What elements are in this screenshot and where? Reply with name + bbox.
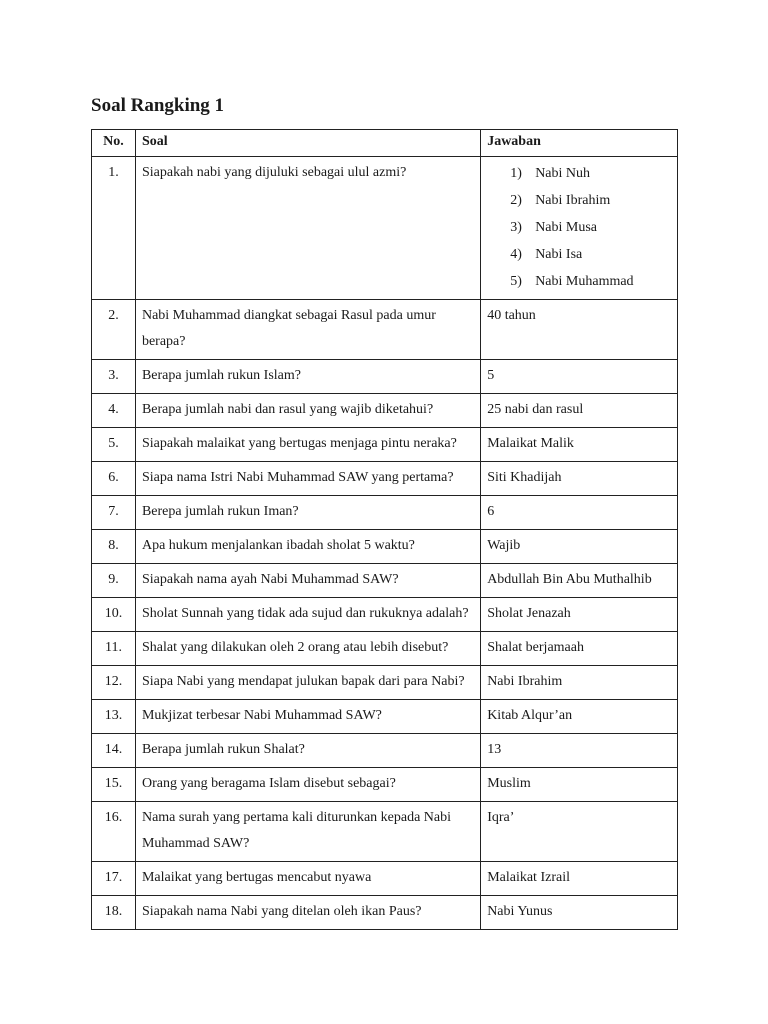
question-text: Nabi Muhammad diangkat sebagai Rasul pada umur berapa? [135, 300, 480, 360]
table-row [92, 598, 678, 632]
answer-text: Malaikat Malik [481, 428, 678, 462]
row-number: 3. [92, 360, 136, 394]
answer-list-number: 1) [510, 166, 522, 181]
header-soal: Soal [135, 130, 480, 157]
question-text: Shalat yang dilakukan oleh 2 orang atau lebih disebut? [135, 632, 480, 666]
table-row [92, 802, 678, 862]
table-row [92, 700, 678, 734]
row-number: 2. [92, 300, 136, 360]
table-row [92, 632, 678, 666]
row-number: 18. [92, 896, 136, 930]
answer-text: Kitab Alqur’an [481, 700, 678, 734]
table-body [92, 157, 678, 930]
answer-list [487, 160, 671, 295]
row-number: 8. [92, 530, 136, 564]
table-row [92, 768, 678, 802]
answer-text: 40 tahun [481, 300, 678, 360]
answer-text: Shalat berjamaah [481, 632, 678, 666]
question-text: Siapakah malaikat yang bertugas menjaga pintu neraka? [135, 428, 480, 462]
answer-text: Malaikat Izrail [481, 862, 678, 896]
table-row [92, 360, 678, 394]
table-row [92, 564, 678, 598]
answer-list-text: Nabi Ibrahim [535, 193, 611, 208]
answer-list-number: 2) [510, 193, 522, 208]
row-number: 12. [92, 666, 136, 700]
question-text: Siapakah nama ayah Nabi Muhammad SAW? [135, 564, 480, 598]
question-text: Sholat Sunnah yang tidak ada sujud dan rukuknya adalah? [135, 598, 480, 632]
answer-text: Wajib [481, 530, 678, 564]
answer-list-text: Nabi Musa [535, 220, 598, 235]
question-text: Siapa Nabi yang mendapat julukan bapak dari para Nabi? [135, 666, 480, 700]
row-number: 10. [92, 598, 136, 632]
answer-list-item [487, 268, 671, 295]
answer-list-number: 3) [510, 220, 522, 235]
table-row [92, 157, 678, 300]
question-text: Nama surah yang pertama kali diturunkan kepada Nabi Muhammad SAW? [135, 802, 480, 862]
table-row [92, 300, 678, 360]
answer-list-text: Nabi Isa [535, 247, 583, 262]
row-number: 16. [92, 802, 136, 862]
quiz-table [91, 129, 678, 930]
row-number: 9. [92, 564, 136, 598]
row-number: 11. [92, 632, 136, 666]
table-row [92, 462, 678, 496]
answer-list-number: 4) [510, 247, 522, 262]
answer-text: Siti Khadijah [481, 462, 678, 496]
question-text: Apa hukum menjalankan ibadah sholat 5 waktu? [135, 530, 480, 564]
table-row [92, 530, 678, 564]
table-row [92, 734, 678, 768]
header-jawaban: Jawaban [481, 130, 678, 157]
row-number: 6. [92, 462, 136, 496]
answer-cell [481, 157, 678, 300]
answer-text: Abdullah Bin Abu Muthalhib [481, 564, 678, 598]
row-number: 7. [92, 496, 136, 530]
answer-list-text: Nabi Nuh [535, 166, 591, 181]
row-number: 5. [92, 428, 136, 462]
question-text: Orang yang beragama Islam disebut sebagai? [135, 768, 480, 802]
answer-text: Muslim [481, 768, 678, 802]
row-number: 14. [92, 734, 136, 768]
question-text: Berapa jumlah rukun Shalat? [135, 734, 480, 768]
table-row [92, 496, 678, 530]
row-number: 1. [92, 157, 136, 300]
table-row [92, 862, 678, 896]
header-no: No. [92, 130, 136, 157]
table-row [92, 394, 678, 428]
answer-list-number: 5) [510, 274, 522, 289]
row-number: 15. [92, 768, 136, 802]
answer-list-item [487, 214, 671, 241]
answer-list-item [487, 160, 671, 187]
question-text: Siapakah nabi yang dijuluki sebagai ulul azmi? [135, 157, 480, 300]
question-text: Berapa jumlah nabi dan rasul yang wajib diketahui? [135, 394, 480, 428]
page-title: Soal Rangking 1 [91, 95, 225, 116]
row-number: 17. [92, 862, 136, 896]
answer-text: 13 [481, 734, 678, 768]
answer-text: Nabi Ibrahim [481, 666, 678, 700]
answer-text: 6 [481, 496, 678, 530]
answer-list-text: Nabi Muhammad [535, 274, 634, 289]
answer-text: 5 [481, 360, 678, 394]
answer-list-item [487, 187, 671, 214]
row-number: 4. [92, 394, 136, 428]
answer-text: Iqra’ [481, 802, 678, 862]
table-row [92, 666, 678, 700]
table-row [92, 896, 678, 930]
answer-text: 25 nabi dan rasul [481, 394, 678, 428]
question-text: Berepa jumlah rukun Iman? [135, 496, 480, 530]
question-text: Malaikat yang bertugas mencabut nyawa [135, 862, 480, 896]
row-number: 13. [92, 700, 136, 734]
question-text: Mukjizat terbesar Nabi Muhammad SAW? [135, 700, 480, 734]
answer-text: Nabi Yunus [481, 896, 678, 930]
answer-list-item [487, 241, 671, 268]
question-text: Siapa nama Istri Nabi Muhammad SAW yang pertama? [135, 462, 480, 496]
answer-text: Sholat Jenazah [481, 598, 678, 632]
table-row [92, 428, 678, 462]
table-header-row [92, 130, 678, 157]
question-text: Siapakah nama Nabi yang ditelan oleh ikan Paus? [135, 896, 480, 930]
question-text: Berapa jumlah rukun Islam? [135, 360, 480, 394]
